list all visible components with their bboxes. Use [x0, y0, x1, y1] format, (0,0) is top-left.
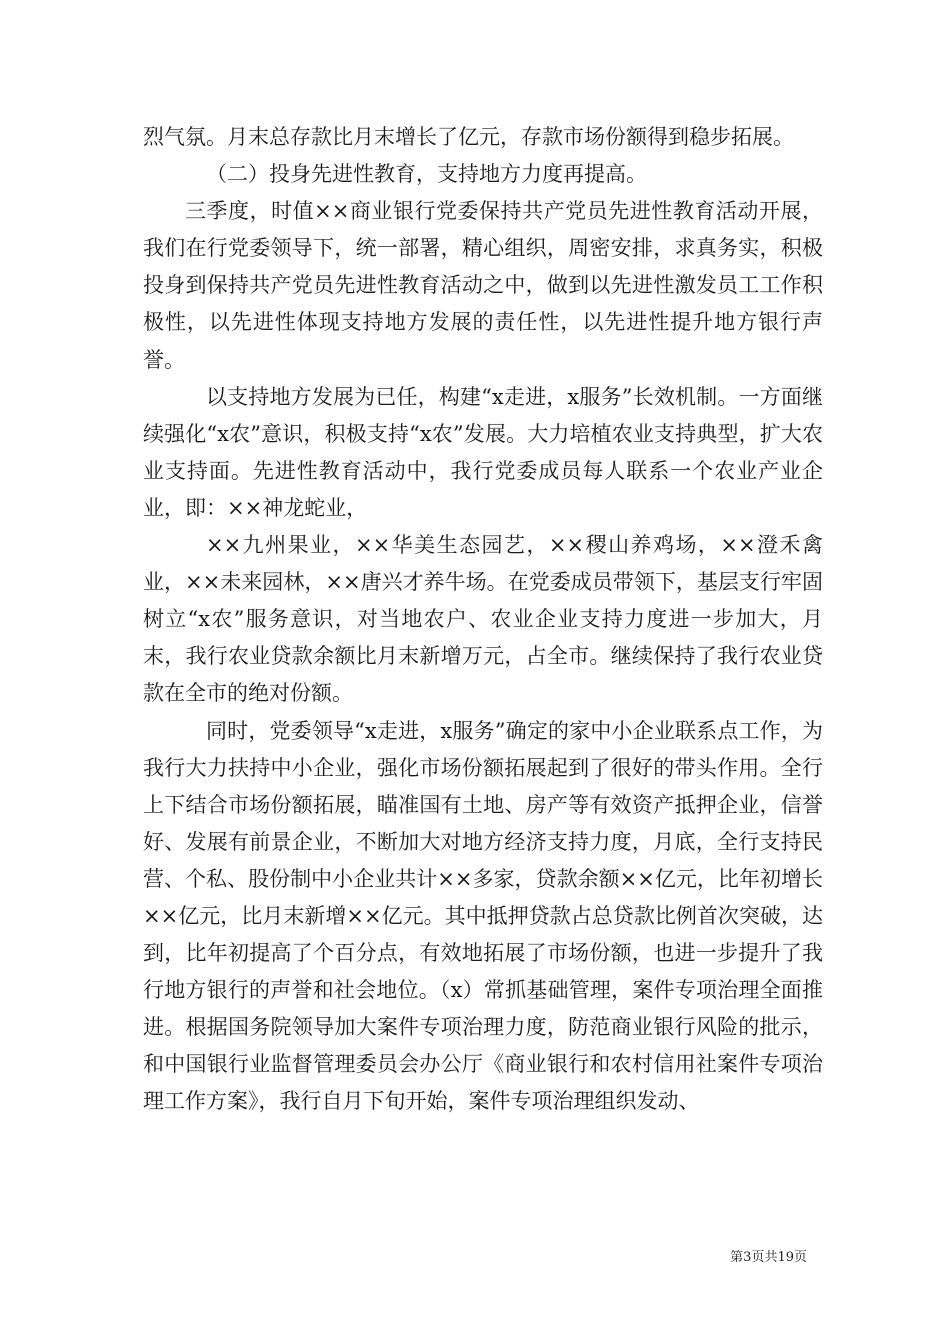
- document-body: [143, 119, 823, 1121]
- paragraph-continuation: 烈气氛。月末总存款比月末增长了亿元，存款市场份额得到稳步拓展。: [143, 125, 794, 149]
- paragraph: ××九州果业，××华美生态园艺，××稷山养鸡场，××澄禾禽业，××未来园林，××唐兴才养牛场。在党委成员带领下，基层支行牢固树立“x农”服务意识，对当地农户、农业企业支持力度进一步加大，月末，我行农业贷款余额比月末新增万元，占全市。继续保持了我行农业贷款在全市的绝对份额。: [143, 533, 823, 706]
- paragraph: 同时，党委领导“x走进，x服务”确定的家中小企业联系点工作，为我行大力扶持中小企业，强化市场份额拓展起到了很好的带头作用。全行上下结合市场份额拓展，瞄准国有土地、房产等有效资产抵押企业，信誉好、发展有前景企业，不断加大对地方经济支持力度，月底，全行支持民营、个私、股份制中小企业共计××多家，贷款余额××亿元，比年初增长××亿元，比月末新增××亿元。其中抵押贷款占总贷款比例首次突破，达到，比年初提高了个百分点，有效地拓展了市场份额，也进一步提升了我行地方银行的声誉和社会地位。（x）常抓基础管理，案件专项治理全面推进。根据国务院领导加大案件专项治理力度，防范商业银行风险的批示，和中国银行业监督管理委员会办公厅《商业银行和农村信用社案件专项治理工作方案》，我行自月下旬开始，案件专项治理组织发动、: [143, 718, 823, 1114]
- paragraph: 三季度，时值××商业银行党委保持共产党员先进性教育活动开展，我们在行党委领导下，统一部署，精心组织，周密安排，求真务实，积极投身到保持共产党员先进性教育活动之中，做到以先进性激发员工工作积极性，以先进性体现支持地方发展的责任性，以先进性提升地方银行声誉。: [143, 199, 823, 372]
- paragraph: 以支持地方发展为已任，构建“x走进，x服务”长效机制。一方面继续强化“x农”意识，积极支持“x农”发展。大力培植农业支持典型，扩大农业支持面。先进性教育活动中，我行党委成员每人联系一个农业产业企业，即：××神龙蛇业，: [143, 384, 823, 520]
- section-heading: （二）投身先进性教育，支持地方力度再提高。: [206, 162, 647, 187]
- page-number: 第3页共19页: [730, 1250, 807, 1265]
